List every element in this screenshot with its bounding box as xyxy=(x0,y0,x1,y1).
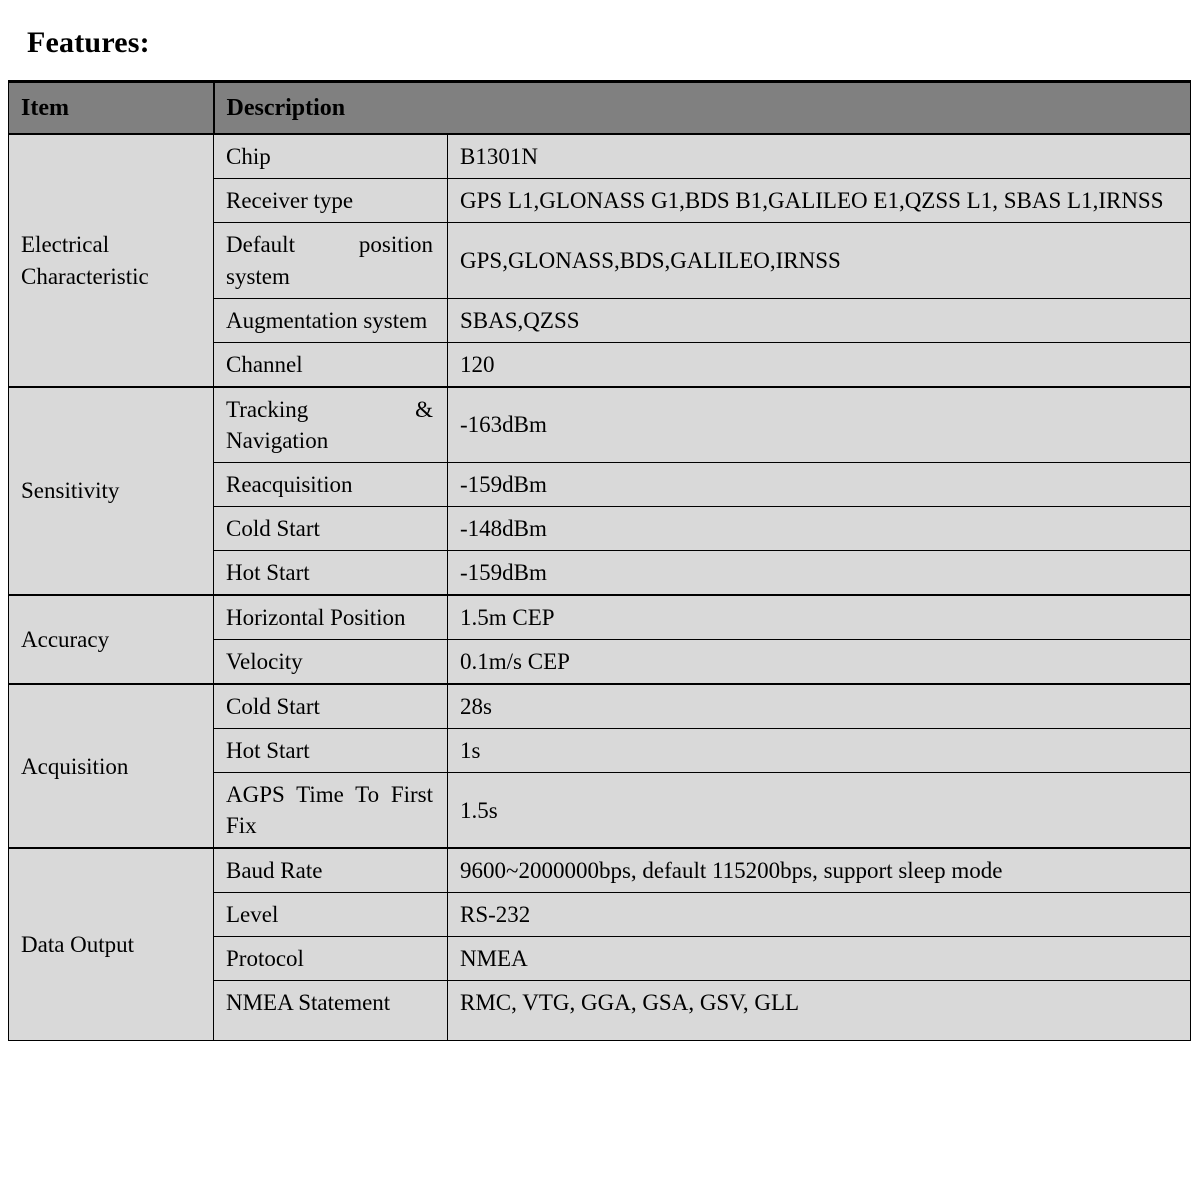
value-agps-time-to-first-fix: 1.5s xyxy=(448,773,1191,849)
group-label-accuracy: Accuracy xyxy=(9,595,214,684)
value-receiver-type: GPS L1,GLONASS G1,BDS B1,GALILEO E1,QZSS L1, SBAS L1,IRNSS xyxy=(448,179,1191,223)
sub-label-augmentation-system: Augmentation system xyxy=(214,298,448,342)
group-label-acquisition: Acquisition xyxy=(9,684,214,848)
value-tracking-navigation: -163dBm xyxy=(448,387,1191,463)
sub-label-word: Navigation xyxy=(226,427,329,453)
sub-label-tracking-navigation xyxy=(214,387,448,463)
value-velocity: 0.1m/s CEP xyxy=(448,639,1191,684)
column-header-item: Item xyxy=(9,82,214,135)
sub-label-receiver-type: Receiver type xyxy=(214,179,448,223)
sub-label-word: Tracking xyxy=(226,396,309,422)
group-label-electrical-characteristic: Electrical Characteristic xyxy=(9,134,214,386)
sub-label-level: Level xyxy=(214,893,448,937)
features-table-container xyxy=(8,80,1190,1041)
sub-label-channel: Channel xyxy=(214,342,448,387)
sub-label-word: position xyxy=(358,232,433,258)
features-table xyxy=(8,80,1191,1041)
table-row xyxy=(9,387,1191,463)
sub-label-chip: Chip xyxy=(214,134,448,179)
value-protocol: NMEA xyxy=(448,937,1191,981)
value-hot-start-acquisition: 1s xyxy=(448,729,1191,773)
table-header xyxy=(9,82,1191,135)
sub-label-cold-start-sensitivity: Cold Start xyxy=(214,506,448,550)
value-cold-start-acquisition: 28s xyxy=(448,684,1191,729)
table-row xyxy=(9,134,1191,179)
value-level: RS-232 xyxy=(448,893,1191,937)
sub-label-word: AGPS xyxy=(226,782,285,808)
sub-label-hot-start-acquisition: Hot Start xyxy=(214,729,448,773)
sub-label-hot-start-sensitivity: Hot Start xyxy=(214,550,448,595)
sub-label-word: To xyxy=(355,782,380,808)
sub-label-horizontal-position: Horizontal Position xyxy=(214,595,448,640)
value-horizontal-position: 1.5m CEP xyxy=(448,595,1191,640)
group-label-data-output: Data Output xyxy=(9,848,214,1041)
value-augmentation-system: SBAS,QZSS xyxy=(448,298,1191,342)
sub-label-nmea-statement: NMEA Statement xyxy=(214,981,448,1041)
value-hot-start-sensitivity: -159dBm xyxy=(448,550,1191,595)
value-cold-start-sensitivity: -148dBm xyxy=(448,506,1191,550)
page-title: Features: xyxy=(27,26,150,59)
sub-label-cold-start-acquisition: Cold Start xyxy=(214,684,448,729)
sub-label-word: Default xyxy=(226,232,295,258)
sub-label-word: system xyxy=(226,263,290,289)
value-baud-rate: 9600~2000000bps, default 115200bps, support sleep mode xyxy=(448,848,1191,893)
column-header-description: Description xyxy=(214,82,1191,135)
value-channel: 120 xyxy=(448,342,1191,387)
sub-label-word: & xyxy=(415,396,433,422)
sub-label-agps-time-to-first-fix xyxy=(214,773,448,849)
sub-label-velocity: Velocity xyxy=(214,639,448,684)
group-label-sensitivity: Sensitivity xyxy=(9,387,214,595)
value-chip: B1301N xyxy=(448,134,1191,179)
table-row xyxy=(9,848,1191,893)
sub-label-reacquisition: Reacquisition xyxy=(214,462,448,506)
value-nmea-statement: RMC, VTG, GGA, GSA, GSV, GLL xyxy=(448,981,1191,1041)
sub-label-word: First Fix xyxy=(226,782,433,839)
value-reacquisition: -159dBm xyxy=(448,462,1191,506)
sub-label-protocol: Protocol xyxy=(214,937,448,981)
sub-label-default-position-system xyxy=(214,223,448,298)
table-row xyxy=(9,595,1191,640)
sub-label-word: Time xyxy=(296,782,344,808)
table-body xyxy=(9,134,1191,1040)
value-default-position-system: GPS,GLONASS,BDS,GALILEO,IRNSS xyxy=(448,223,1191,298)
table-row xyxy=(9,684,1191,729)
table-header-row xyxy=(9,82,1191,135)
sub-label-baud-rate: Baud Rate xyxy=(214,848,448,893)
